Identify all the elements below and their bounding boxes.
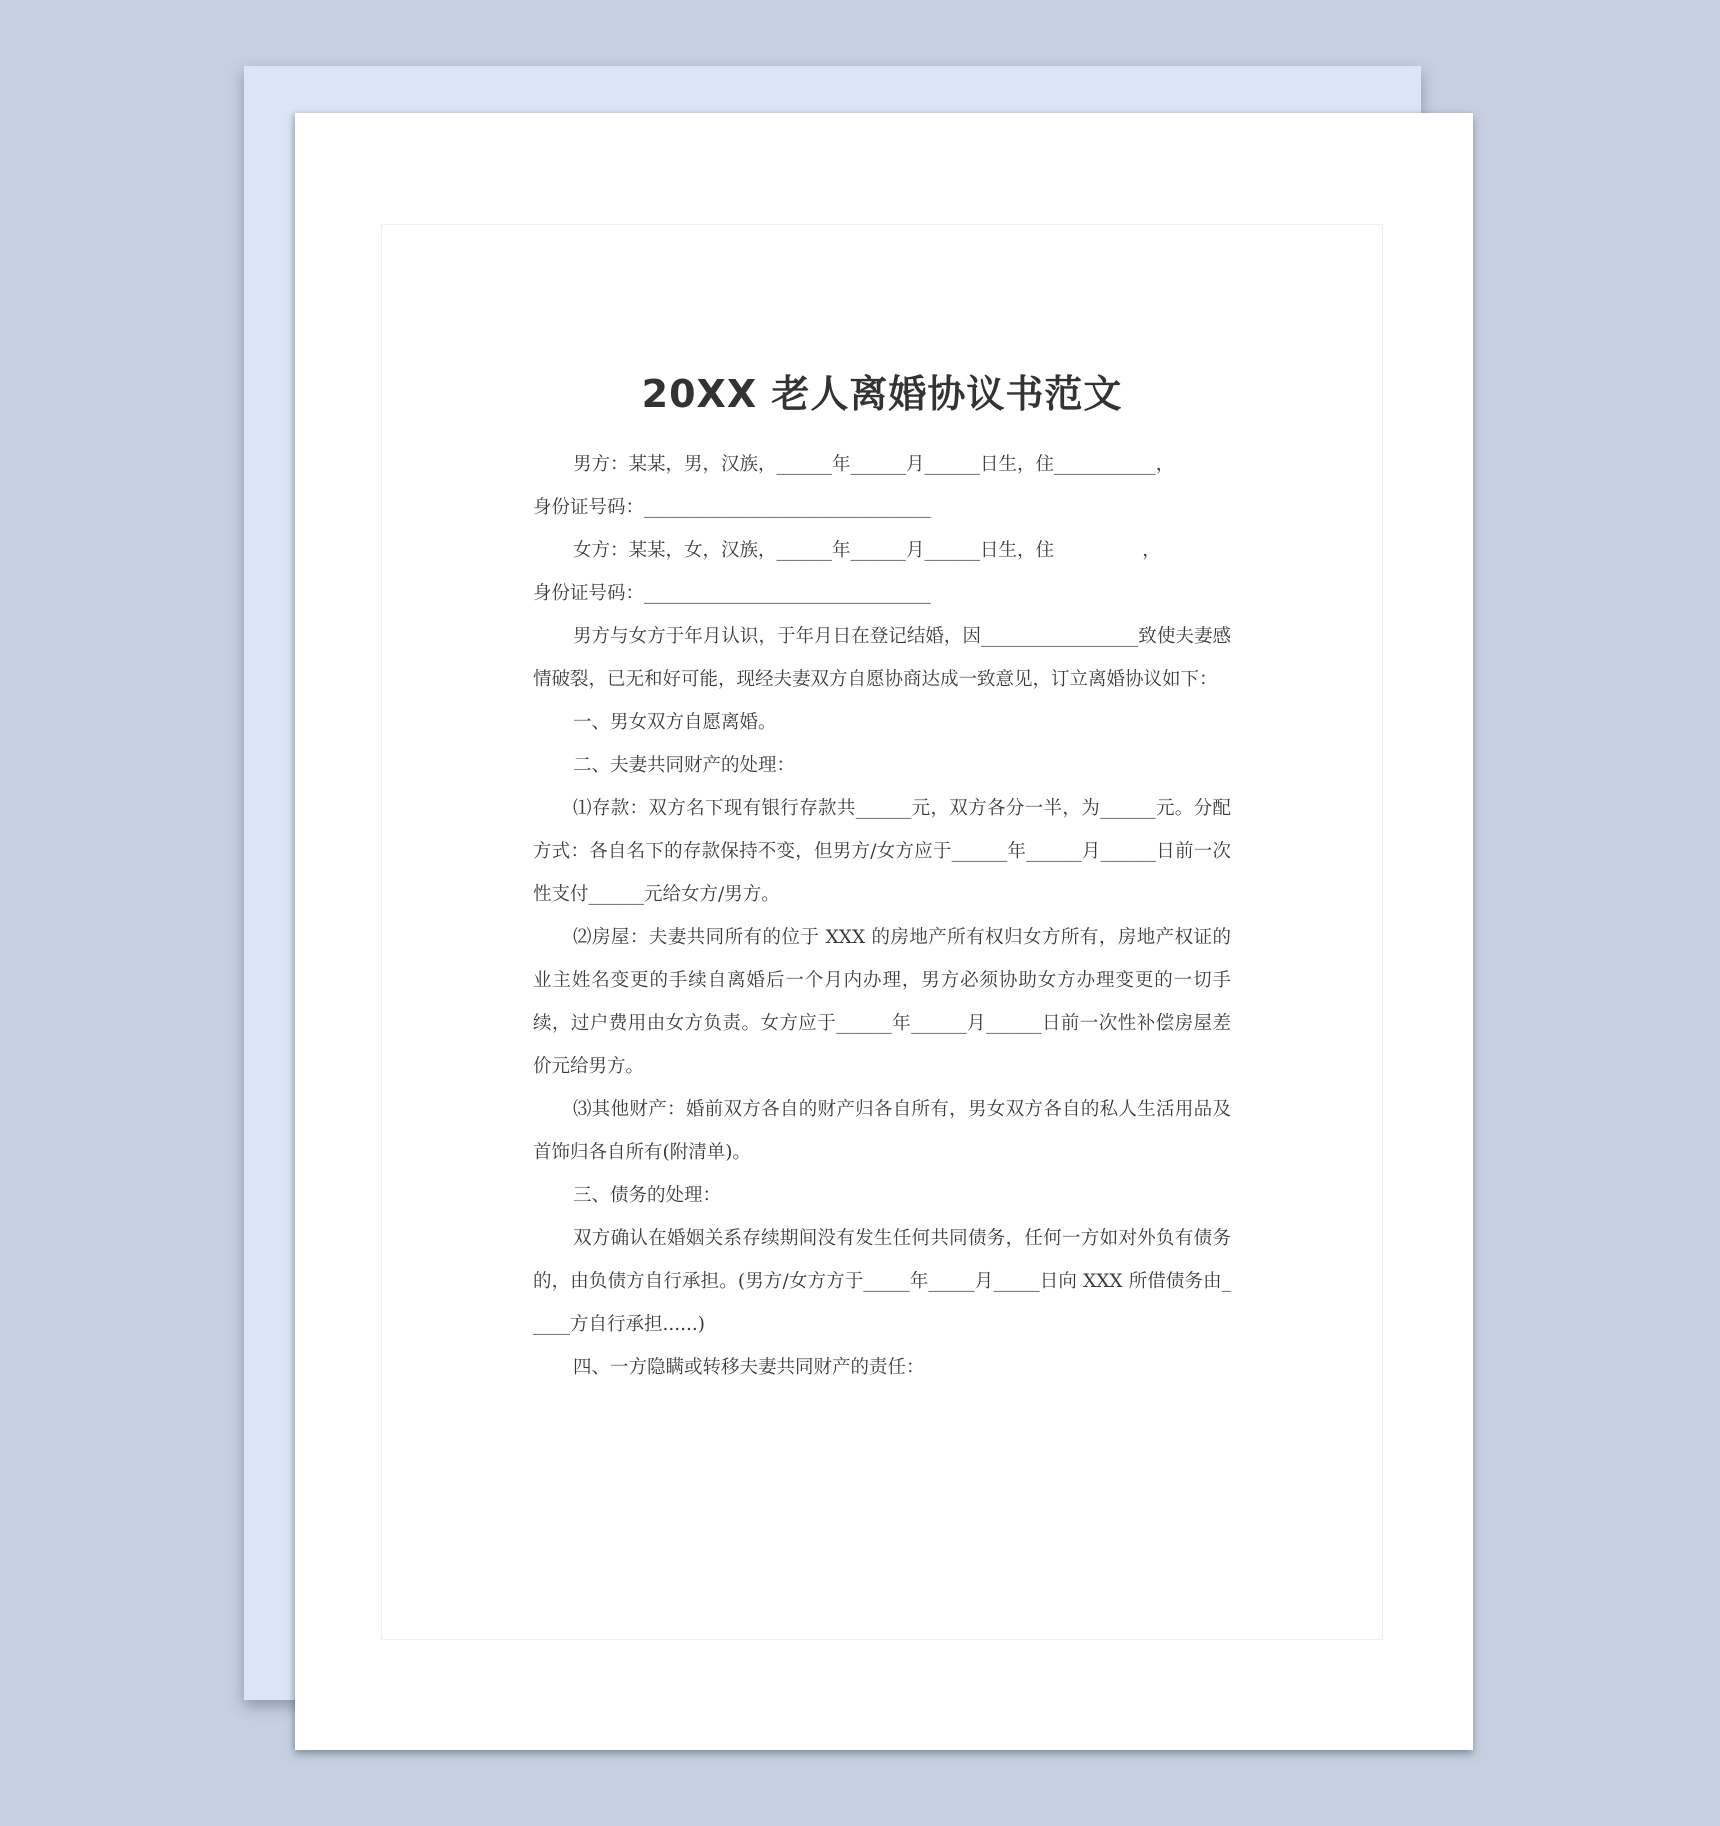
section-heading-2: 二、夫妻共同财产的处理： [573,755,796,776]
paragraph-savings: ⑴存款：双方名下现有银行存款共______元，双方各分一半，为______元。分配方式：各自名下的存款保持不变，但男方/女方应于______年______月______日前一次性支付______元给女方/男方。 [533,798,1231,905]
paragraph-male-party: 男方：某某，男，汉族，______年______月______日生，住___________， [573,454,1175,475]
document-title: 20XX 老人离婚协议书范文 [641,372,1123,416]
document-page [295,113,1473,1750]
paragraph-debts: 双方确认在婚姻关系存续期间没有发生任何共同债务，任何一方如对外负有债务的，由负债方自行承担。(男方/女方方于_____年_____月_____日向 XXX 所借债务由_____方自行承担......) [533,1228,1231,1335]
paragraph-male-id: 身份证号码：_______________________________ [533,497,931,518]
document-body [533,367,1231,1389]
paragraph-other-property: ⑶其他财产：婚前双方各自的财产归各自所有，男女双方各自的私人生活用品及首饰归各自所有(附清单)。 [533,1099,1231,1163]
section-heading-3: 三、债务的处理： [573,1185,722,1206]
paragraph-intro: 男方与女方于年月认识，于年月日在登记结婚，因_________________致使夫妻感情破裂，已无和好可能，现经夫妻双方自愿协商达成一致意见，订立离婚协议如下： [533,626,1231,690]
paragraph-house: ⑵房屋：夫妻共同所有的位于 XXX 的房地产所有权归女方所有，房地产权证的业主姓名变更的手续自离婚后一个月内办理，男方必须协助女方办理变更的一切手续，过户费用由女方负责。女方应于______年______月______日前一次性补偿房屋差价元给男方。 [533,927,1231,1077]
section-heading-4: 四、一方隐瞒或转移夫妻共同财产的责任： [573,1357,925,1378]
paragraph-female-party: 女方：某某，女，汉族，______年______月______日生，住 ， [573,540,1161,561]
section-heading-1: 一、男女双方自愿离婚。 [573,712,777,733]
paragraph-female-id: 身份证号码：_______________________________ [533,583,931,604]
